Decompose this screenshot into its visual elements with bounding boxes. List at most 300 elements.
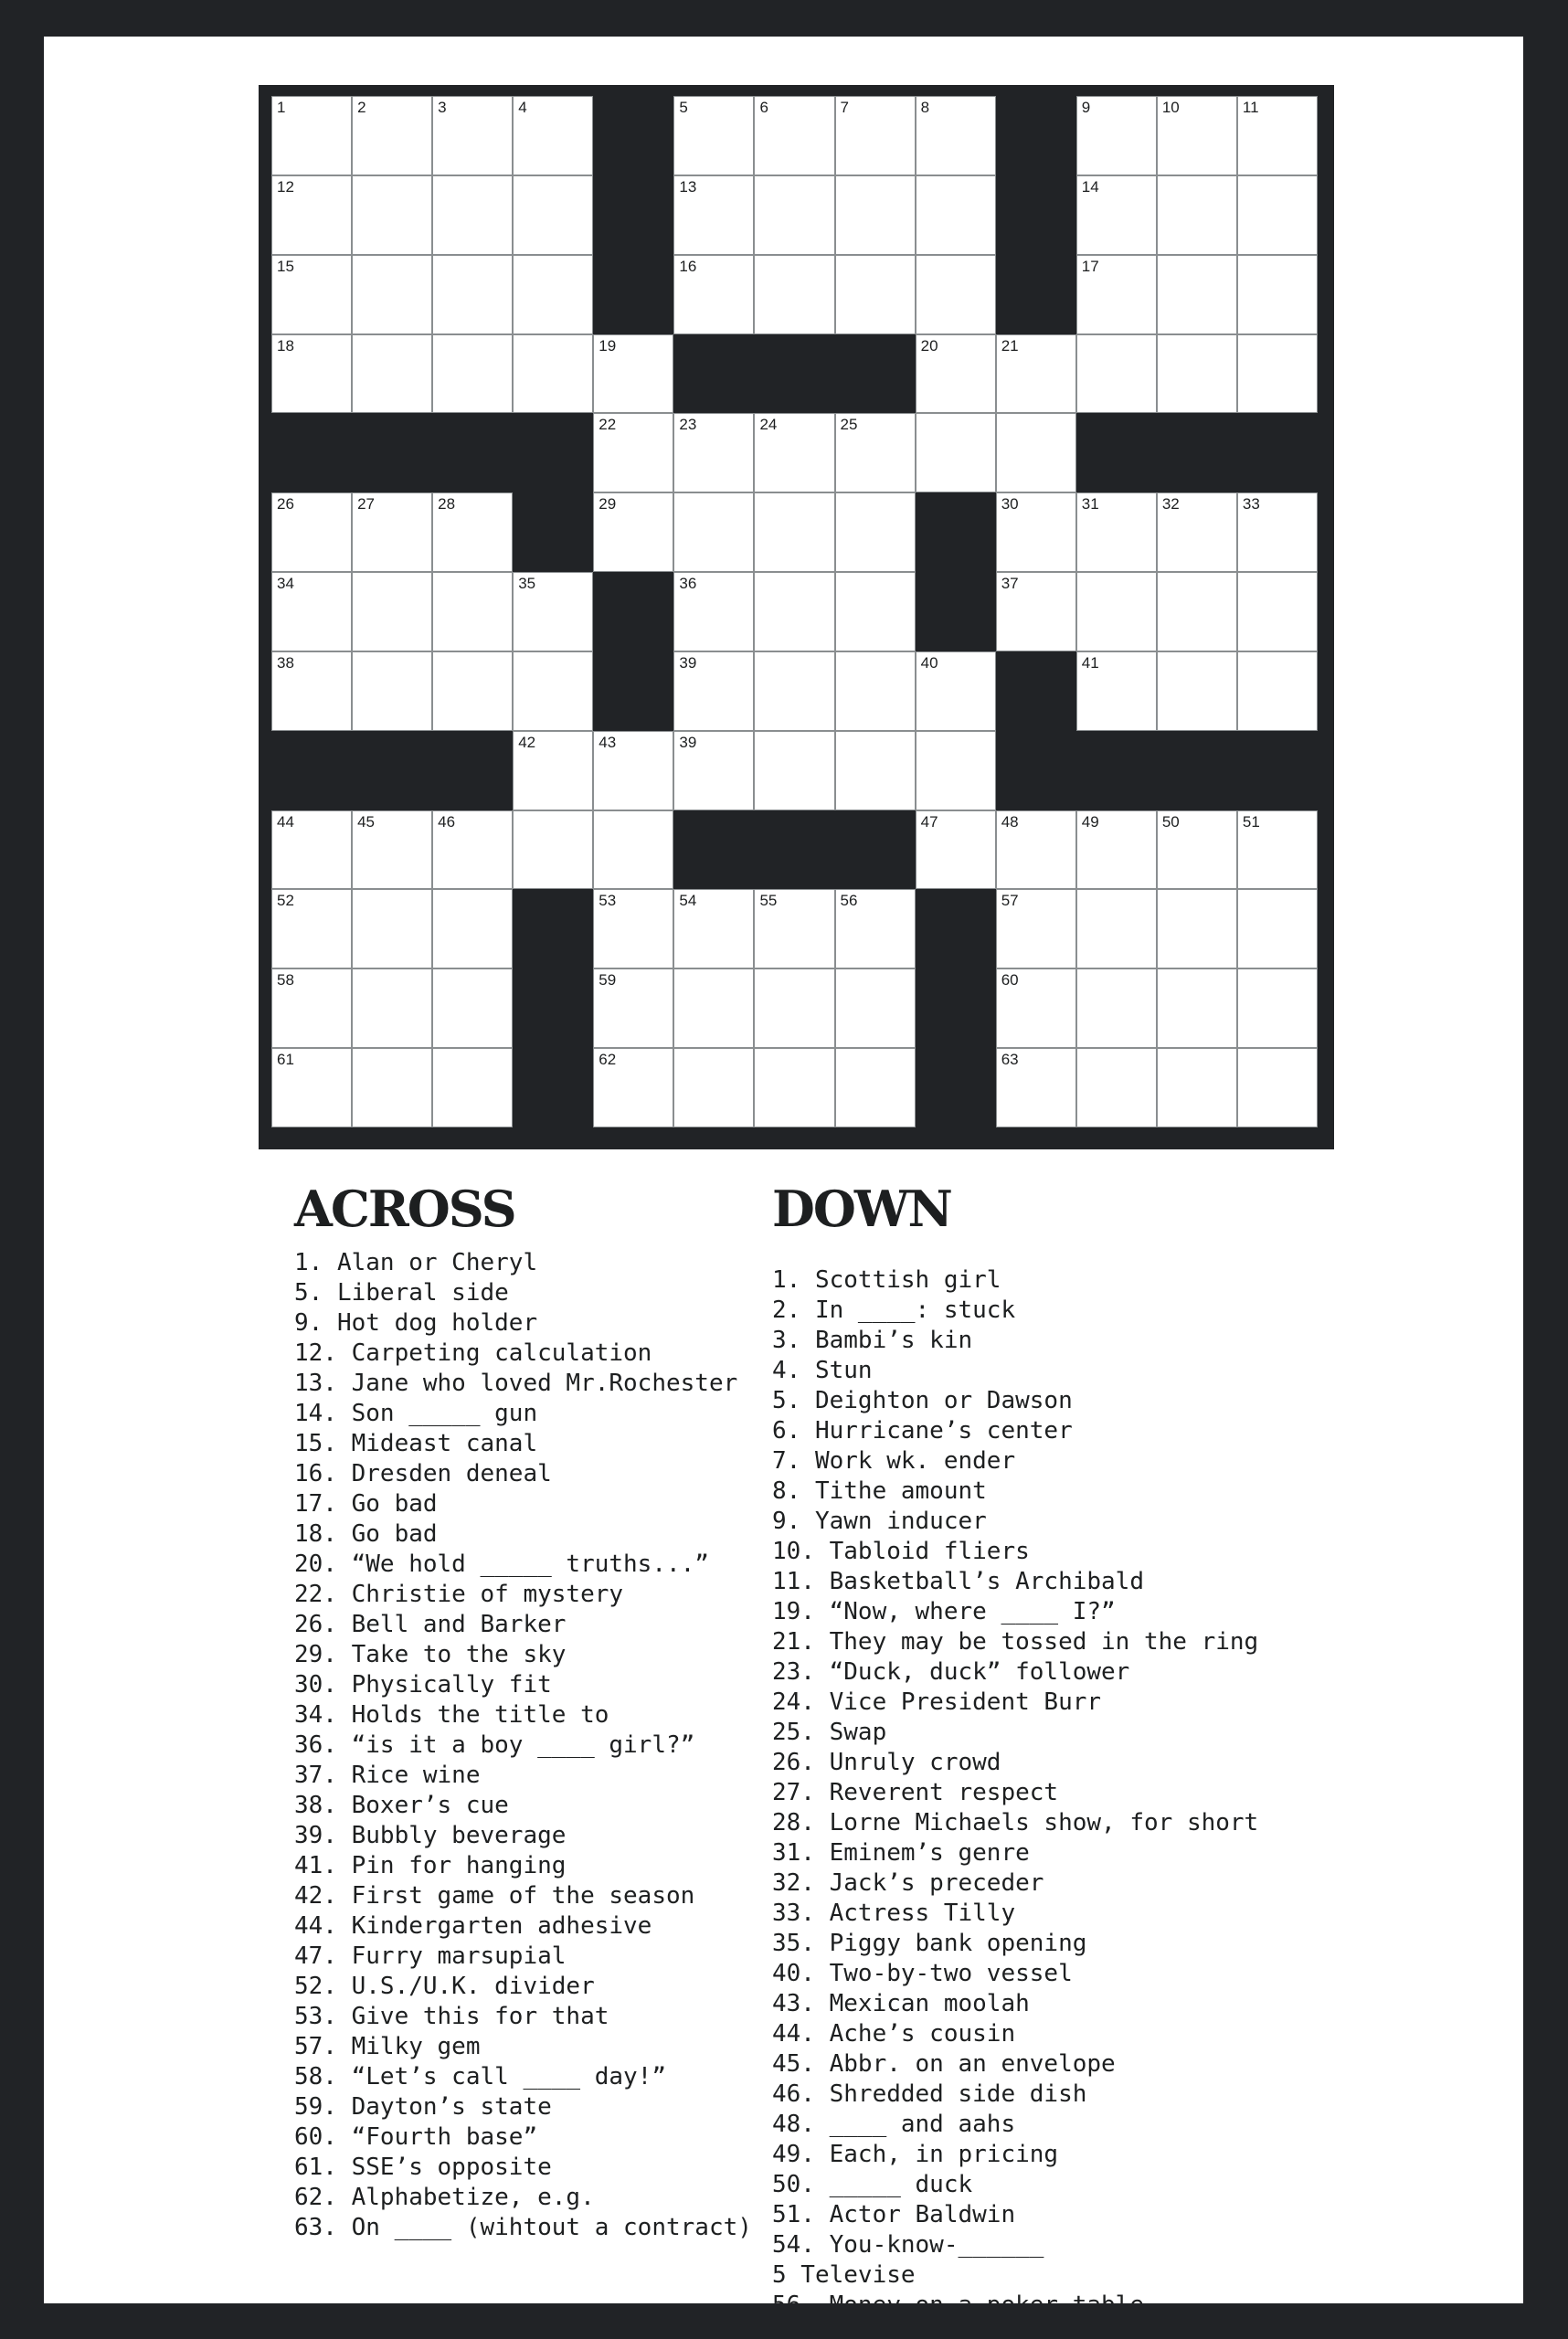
grid-cell[interactable] (1157, 96, 1237, 175)
across-clue: 52. U.S./U.K. divider (294, 1973, 595, 2000)
grid-cell[interactable] (1157, 651, 1237, 731)
grid-cell-black (593, 651, 673, 731)
cell-number: 51 (1242, 812, 1260, 831)
grid-cell-black (835, 334, 916, 414)
grid-cell[interactable] (916, 651, 996, 731)
grid-cell[interactable] (1237, 492, 1318, 572)
grid-cell[interactable] (835, 572, 916, 651)
cell-number: 17 (1081, 257, 1099, 275)
down-clue-list (772, 1265, 1258, 2321)
down-clue: 1. Scottish girl (772, 1266, 1001, 1294)
grid-cell[interactable] (673, 175, 754, 255)
cell-number: 49 (1081, 812, 1099, 831)
across-clue: 53. Give this for that (294, 2003, 609, 2030)
grid-cell[interactable] (513, 96, 593, 175)
grid-cell[interactable] (352, 1048, 432, 1127)
cell-number: 1 (277, 99, 286, 116)
cell-number: 10 (1161, 99, 1180, 116)
grid-cell[interactable] (1076, 810, 1157, 890)
grid-cell[interactable] (271, 492, 352, 572)
grid-cell-black (432, 413, 513, 492)
down-clue: 23. “Duck, duck” follower (772, 1658, 1130, 1686)
grid-cell[interactable] (1237, 572, 1318, 651)
grid-cell[interactable] (432, 968, 513, 1048)
grid-cell-black (1237, 413, 1318, 492)
grid-cell[interactable] (432, 572, 513, 651)
grid-cell[interactable] (673, 1048, 754, 1127)
grid-cell[interactable] (352, 175, 432, 255)
grid-cell[interactable] (835, 889, 916, 968)
cell-number: 26 (277, 495, 294, 513)
across-clue: 57. Milky gem (294, 2033, 481, 2060)
cell-number: 61 (277, 1051, 294, 1069)
cell-number: 39 (679, 733, 697, 751)
grid-cell-black (593, 175, 673, 255)
cell-number: 4 (518, 99, 527, 116)
cell-number: 25 (840, 416, 858, 434)
cell-number: 7 (840, 99, 849, 116)
down-clue: 2. In ____: stuck (772, 1297, 1016, 1324)
cell-number: 36 (679, 575, 697, 593)
grid-cell[interactable] (513, 572, 593, 651)
grid-cell-black (593, 255, 673, 334)
across-clue: 62. Alphabetize, e.g. (294, 2184, 595, 2211)
across-clue: 14. Son _____ gun (294, 1400, 538, 1427)
grid-cell[interactable] (271, 175, 352, 255)
down-clue: 35. Piggy bank opening (772, 1930, 1087, 1957)
cell-number: 12 (277, 177, 294, 196)
down-clue: 46. Shredded side dish (772, 2080, 1087, 2108)
grid-cell-black (432, 731, 513, 810)
grid-cell-black (1076, 731, 1157, 810)
grid-cell[interactable] (835, 96, 916, 175)
grid-cell[interactable] (1076, 968, 1157, 1048)
cell-number: 27 (357, 495, 375, 513)
cell-number: 14 (1081, 177, 1099, 196)
grid-cell[interactable] (1237, 1048, 1318, 1127)
cell-number: 23 (679, 416, 697, 434)
cell-number: 3 (438, 99, 447, 116)
down-clue: 44. Ache’s cousin (772, 2020, 1016, 2048)
grid-cell[interactable] (916, 175, 996, 255)
grid-cell-black (673, 334, 754, 414)
crossword-grid (271, 96, 1318, 1127)
cell-number: 63 (1001, 1051, 1019, 1069)
cell-number: 41 (1081, 653, 1099, 672)
grid-cell[interactable] (996, 492, 1076, 572)
grid-cell-black (593, 572, 673, 651)
down-clue: 6. Hurricane’s center (772, 1417, 1073, 1445)
grid-cell-black (593, 96, 673, 175)
grid-cell[interactable] (432, 1048, 513, 1127)
grid-cell[interactable] (1237, 96, 1318, 175)
grid-cell[interactable] (1076, 175, 1157, 255)
grid-cell[interactable] (271, 810, 352, 890)
cell-number: 30 (1001, 495, 1019, 513)
grid-cell[interactable] (432, 96, 513, 175)
grid-cell[interactable] (593, 731, 673, 810)
across-clue: 15. Mideast canal (294, 1430, 538, 1457)
grid-cell-black (916, 1048, 996, 1127)
cell-number: 40 (920, 653, 938, 672)
grid-cell[interactable] (1157, 492, 1237, 572)
cell-number: 54 (679, 892, 697, 910)
across-clue: 42. First game of the season (294, 1882, 695, 1910)
cell-number: 56 (840, 892, 858, 910)
grid-cell[interactable] (673, 255, 754, 334)
grid-cell[interactable] (352, 810, 432, 890)
grid-cell[interactable] (835, 255, 916, 334)
down-clue: 43. Mexican moolah (772, 1990, 1030, 2017)
grid-cell-black (996, 175, 1076, 255)
grid-cell[interactable] (271, 968, 352, 1048)
grid-cell[interactable] (754, 651, 834, 731)
grid-cell-black (754, 334, 834, 414)
grid-cell[interactable] (996, 810, 1076, 890)
down-clue: 10. Tabloid fliers (772, 1538, 1030, 1565)
cell-number: 8 (920, 99, 930, 116)
cell-number: 62 (599, 1051, 617, 1069)
across-clue: 20. “We hold _____ truths...” (294, 1551, 709, 1578)
grid-cell[interactable] (271, 889, 352, 968)
grid-cell[interactable] (754, 255, 834, 334)
grid-cell[interactable] (593, 334, 673, 414)
across-clue: 37. Rice wine (294, 1762, 481, 1789)
grid-cell[interactable] (835, 175, 916, 255)
grid-cell-black (513, 413, 593, 492)
grid-cell-black (996, 255, 1076, 334)
grid-cell[interactable] (432, 255, 513, 334)
grid-cell-black (996, 651, 1076, 731)
cell-number: 24 (759, 416, 778, 434)
across-clue: 61. SSE’s opposite (294, 2154, 552, 2181)
across-clue: 16. Dresden deneal (294, 1460, 552, 1487)
grid-cell[interactable] (352, 572, 432, 651)
cell-number: 57 (1001, 892, 1019, 910)
down-clue: 8. Tithe amount (772, 1477, 987, 1505)
across-clue: 44. Kindergarten adhesive (294, 1912, 652, 1940)
across-clue: 59. Dayton’s state (294, 2093, 552, 2121)
grid-cell[interactable] (352, 889, 432, 968)
cell-number: 39 (679, 653, 697, 672)
cell-number: 42 (518, 733, 536, 751)
cell-number: 29 (599, 495, 617, 513)
grid-cell[interactable] (513, 651, 593, 731)
grid-cell-black (513, 889, 593, 968)
grid-cell[interactable] (352, 968, 432, 1048)
cell-number: 37 (1001, 575, 1019, 593)
down-clue: 51. Actor Baldwin (772, 2201, 1016, 2228)
across-clue: 5. Liberal side (294, 1279, 509, 1307)
grid-cell[interactable] (432, 651, 513, 731)
grid-cell[interactable] (513, 810, 593, 890)
grid-cell[interactable] (996, 968, 1076, 1048)
grid-cell[interactable] (432, 175, 513, 255)
cell-number: 13 (679, 177, 697, 196)
grid-cell-black (513, 1048, 593, 1127)
grid-cell[interactable] (271, 334, 352, 414)
down-clue: 28. Lorne Michaels show, for short (772, 1809, 1259, 1836)
grid-cell[interactable] (1076, 96, 1157, 175)
grid-cell-black (1237, 731, 1318, 810)
cell-number: 45 (357, 812, 375, 831)
grid-cell[interactable] (754, 1048, 834, 1127)
down-clue: 45. Abbr. on an envelope (772, 2050, 1116, 2078)
grid-cell[interactable] (513, 175, 593, 255)
grid-cell-black (1157, 731, 1237, 810)
cell-number: 48 (1001, 812, 1019, 831)
grid-cell-black (996, 96, 1076, 175)
grid-cell[interactable] (673, 413, 754, 492)
grid-cell[interactable] (271, 1048, 352, 1127)
grid-cell[interactable] (996, 572, 1076, 651)
grid-cell[interactable] (916, 255, 996, 334)
grid-cell[interactable] (996, 334, 1076, 414)
grid-cell[interactable] (352, 96, 432, 175)
across-clue: 47. Furry marsupial (294, 1942, 567, 1970)
cell-number: 55 (759, 892, 778, 910)
across-clue: 26. Bell and Barker (294, 1611, 567, 1638)
across-clue: 34. Holds the title to (294, 1701, 609, 1729)
down-clue: 54. You-know-______ (772, 2231, 1044, 2259)
across-clue: 36. “is it a boy ____ girl?” (294, 1731, 695, 1759)
grid-cell[interactable] (835, 492, 916, 572)
grid-cell-black (271, 731, 352, 810)
cell-number: 9 (1081, 99, 1091, 116)
cell-number: 21 (1001, 336, 1019, 355)
grid-cell[interactable] (916, 413, 996, 492)
grid-cell[interactable] (1237, 334, 1318, 414)
cell-number: 31 (1081, 495, 1099, 513)
cell-number: 43 (599, 733, 617, 751)
down-clue: 48. ____ and aahs (772, 2111, 1016, 2138)
down-clue: 50. _____ duck (772, 2171, 973, 2198)
grid-cell[interactable] (1076, 334, 1157, 414)
cell-number: 5 (679, 99, 688, 116)
grid-cell[interactable] (1157, 968, 1237, 1048)
down-clue: 25. Swap (772, 1719, 887, 1746)
grid-cell[interactable] (593, 810, 673, 890)
down-clue: 24. Vice President Burr (772, 1688, 1102, 1716)
cell-number: 46 (438, 812, 456, 831)
grid-cell[interactable] (513, 255, 593, 334)
down-clue: 4. Stun (772, 1357, 873, 1384)
grid-cell[interactable] (673, 572, 754, 651)
across-clue: 58. “Let’s call ____ day!” (294, 2063, 666, 2090)
cell-number: 60 (1001, 971, 1019, 990)
across-clue: 22. Christie of mystery (294, 1581, 624, 1608)
across-clue: 41. Pin for hanging (294, 1852, 567, 1879)
grid-cell[interactable] (835, 731, 916, 810)
grid-cell[interactable] (432, 810, 513, 890)
across-heading: ACROSS (294, 1180, 515, 1238)
grid-cell[interactable] (835, 651, 916, 731)
down-clue: 3. Bambi’s kin (772, 1327, 973, 1354)
down-clue: 9. Yawn inducer (772, 1508, 987, 1535)
grid-cell[interactable] (916, 334, 996, 414)
cell-number: 22 (599, 416, 617, 434)
down-clue: 21. They may be tossed in the ring (772, 1628, 1259, 1656)
down-clue: 7. Work wk. ender (772, 1447, 1016, 1475)
down-heading: DOWN (772, 1180, 951, 1238)
grid-cell-black (835, 810, 916, 890)
grid-cell-black (673, 810, 754, 890)
grid-cell[interactable] (1076, 255, 1157, 334)
grid-cell[interactable] (593, 889, 673, 968)
grid-cell[interactable] (754, 889, 834, 968)
down-clue: 32. Jack’s preceder (772, 1869, 1044, 1897)
grid-cell-black (1157, 413, 1237, 492)
cell-number: 53 (599, 892, 617, 910)
grid-cell[interactable] (271, 96, 352, 175)
down-clue: 19. “Now, where ____ I?” (772, 1598, 1116, 1625)
grid-cell-black (916, 968, 996, 1048)
down-clue: 56. Money on a poker table (772, 2291, 1144, 2319)
grid-cell[interactable] (835, 413, 916, 492)
grid-cell[interactable] (1157, 1048, 1237, 1127)
grid-cell[interactable] (593, 492, 673, 572)
puzzle-grid-frame (259, 85, 1334, 1149)
across-clue: 63. On ____ (wihtout a contract) (294, 2214, 752, 2241)
across-clue: 9. Hot dog holder (294, 1309, 538, 1337)
down-clue: 40. Two-by-two vessel (772, 1960, 1073, 1987)
grid-cell[interactable] (1237, 175, 1318, 255)
cell-number: 52 (277, 892, 294, 910)
grid-cell-black (916, 492, 996, 572)
cell-number: 33 (1242, 495, 1260, 513)
grid-cell-black (352, 731, 432, 810)
cell-number: 38 (277, 653, 294, 672)
grid-cell[interactable] (593, 968, 673, 1048)
grid-cell[interactable] (1076, 572, 1157, 651)
grid-cell[interactable] (996, 413, 1076, 492)
grid-cell[interactable] (513, 731, 593, 810)
cell-number: 11 (1242, 99, 1259, 116)
across-clue: 39. Bubbly beverage (294, 1822, 567, 1849)
grid-cell-black (1076, 413, 1157, 492)
grid-cell[interactable] (432, 334, 513, 414)
grid-cell[interactable] (754, 492, 834, 572)
grid-cell-black (916, 889, 996, 968)
grid-cell[interactable] (432, 889, 513, 968)
grid-cell[interactable] (513, 334, 593, 414)
cell-number: 16 (679, 257, 697, 275)
grid-cell[interactable] (673, 651, 754, 731)
down-clue: 11. Basketball’s Archibald (772, 1568, 1144, 1595)
grid-cell[interactable] (835, 968, 916, 1048)
grid-cell[interactable] (754, 968, 834, 1048)
across-clue: 17. Go bad (294, 1490, 438, 1518)
grid-cell[interactable] (1237, 651, 1318, 731)
grid-cell[interactable] (1237, 810, 1318, 890)
grid-cell[interactable] (916, 810, 996, 890)
across-clue-list (294, 1248, 752, 2243)
grid-cell[interactable] (1157, 175, 1237, 255)
grid-cell[interactable] (593, 413, 673, 492)
cell-number: 50 (1161, 812, 1180, 831)
grid-cell[interactable] (754, 413, 834, 492)
grid-cell[interactable] (1157, 810, 1237, 890)
grid-cell[interactable] (916, 96, 996, 175)
grid-cell-black (916, 572, 996, 651)
cell-number: 35 (518, 575, 536, 593)
down-clue: 49. Each, in pricing (772, 2141, 1059, 2168)
grid-cell[interactable] (1157, 255, 1237, 334)
down-clue: 5. Deighton or Dawson (772, 1387, 1073, 1414)
grid-cell[interactable] (673, 492, 754, 572)
grid-cell-black (754, 810, 834, 890)
grid-cell[interactable] (352, 492, 432, 572)
grid-cell[interactable] (1076, 492, 1157, 572)
across-clue: 38. Boxer’s cue (294, 1792, 509, 1819)
grid-cell[interactable] (1237, 255, 1318, 334)
grid-cell[interactable] (593, 1048, 673, 1127)
grid-cell[interactable] (996, 1048, 1076, 1127)
grid-cell-black (352, 413, 432, 492)
grid-cell[interactable] (1076, 651, 1157, 731)
grid-cell[interactable] (916, 731, 996, 810)
cell-number: 6 (759, 99, 768, 116)
grid-cell[interactable] (673, 968, 754, 1048)
cell-number: 58 (277, 971, 294, 990)
grid-cell[interactable] (271, 572, 352, 651)
grid-cell[interactable] (271, 255, 352, 334)
cell-number: 47 (920, 812, 938, 831)
down-clue: 5 Televise (772, 2261, 916, 2289)
grid-cell[interactable] (1076, 889, 1157, 968)
grid-cell[interactable] (271, 651, 352, 731)
grid-cell[interactable] (1157, 334, 1237, 414)
across-clue: 60. “Fourth base” (294, 2123, 538, 2151)
cell-number: 59 (599, 971, 617, 990)
grid-cell-black (513, 968, 593, 1048)
grid-cell[interactable] (673, 96, 754, 175)
across-clue: 1. Alan or Cheryl (294, 1249, 538, 1276)
cell-number: 19 (599, 336, 617, 355)
grid-cell[interactable] (673, 731, 754, 810)
grid-cell[interactable] (1157, 572, 1237, 651)
grid-cell[interactable] (754, 175, 834, 255)
grid-cell[interactable] (352, 651, 432, 731)
down-clue: 33. Actress Tilly (772, 1900, 1016, 1927)
grid-cell[interactable] (673, 889, 754, 968)
grid-cell[interactable] (996, 889, 1076, 968)
across-clue: 30. Physically fit (294, 1671, 552, 1699)
cell-number: 20 (920, 336, 938, 355)
cell-number: 44 (277, 812, 294, 831)
grid-cell[interactable] (754, 572, 834, 651)
down-clue: 31. Eminem’s genre (772, 1839, 1030, 1867)
cell-number: 18 (277, 336, 294, 355)
down-clue: 26. Unruly crowd (772, 1749, 1001, 1776)
grid-cell[interactable] (1237, 889, 1318, 968)
across-clue: 13. Jane who loved Mr.Rochester (294, 1370, 738, 1397)
grid-cell[interactable] (1076, 1048, 1157, 1127)
grid-cell[interactable] (754, 731, 834, 810)
grid-cell[interactable] (1157, 889, 1237, 968)
grid-cell[interactable] (352, 334, 432, 414)
grid-cell[interactable] (432, 492, 513, 572)
grid-cell-black (996, 731, 1076, 810)
grid-cell-black (513, 492, 593, 572)
grid-cell[interactable] (352, 255, 432, 334)
across-clue: 12. Carpeting calculation (294, 1339, 652, 1367)
grid-cell[interactable] (754, 96, 834, 175)
cell-number: 15 (277, 257, 294, 275)
grid-cell[interactable] (1237, 968, 1318, 1048)
cell-number: 32 (1161, 495, 1180, 513)
grid-cell[interactable] (835, 1048, 916, 1127)
